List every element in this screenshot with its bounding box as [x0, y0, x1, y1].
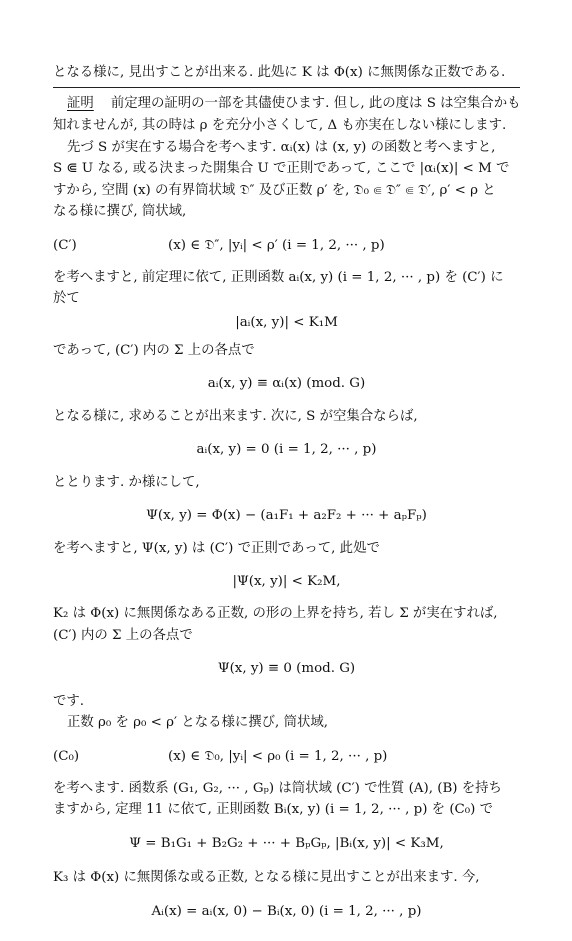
- text-line: 正数 ρ₀ を ρ₀ < ρ′ となる様に撰び, 筒状域,: [67, 715, 328, 730]
- text-line: です.: [53, 694, 85, 709]
- text-line: 於て: [53, 291, 80, 306]
- equation-a-zero: aᵢ(x, y) = 0 (i = 1, 2, ··· , p): [196, 442, 377, 457]
- text-line: 知れませんが, 其の時は ρ を充分小さくして, Δ も亦実在しない様にします.: [53, 118, 507, 133]
- equation-body: (x) ∈ 𝔇₀, |yᵢ| < ρ₀ (i = 1, 2, ··· , p): [168, 749, 388, 764]
- top-text-line: となる様に, 見出すことが出来る. 此処に K は Φ(x) に無関係な正数である.: [53, 65, 506, 80]
- equation-label: (C′): [53, 238, 77, 253]
- text-line: なる様に撰び, 筒状域,: [53, 204, 187, 219]
- equation-A: Aᵢ(x) = aᵢ(x, 0) − Bᵢ(x, 0) (i = 1, 2, ··· , p): [151, 904, 422, 919]
- equation-psi-zero: Ψ(x, y) ≡ 0 (mod. G): [217, 661, 356, 676]
- text-line: K₃ は Φ(x) に無関係な或る正数, となる様に見出すことが出来ます. 今,: [53, 870, 480, 885]
- equation-label: (C₀): [53, 749, 80, 764]
- separator-rule: [53, 87, 520, 88]
- text-line: ととります. か様にして,: [53, 475, 200, 490]
- equation-body: (x) ∈ 𝔇″, |yᵢ| < ρ′ (i = 1, 2, ··· , p): [168, 238, 385, 253]
- text-line: (C′) 内の Σ 上の各点で: [53, 628, 193, 643]
- proof-paragraph-line-1: [67, 95, 520, 113]
- text-line: K₂ は Φ(x) に無関係なある正数, の形の上界を持ち, 若し Σ が実在すれば,: [53, 606, 498, 621]
- equation-a-bound: |aᵢ(x, y)| < K₁M: [235, 315, 338, 330]
- equation-psi-B: Ψ = B₁G₁ + B₂G₂ + ··· + BₚGₚ, |Bᵢ(x, y)| < K₃M,: [129, 836, 444, 851]
- text-line: を考へます. 函数系 (G₁, G₂, ··· , Gₚ) は筒状域 (C′) で性質 (A), (B) を持ち: [53, 781, 502, 796]
- text-line: すから, 空間 (x) の有界筒状域 𝔇″ 及び正数 ρ′ を, 𝔇₀ ⋐ 𝔇″ ⋐ 𝔇′, ρ′ < ρ と: [53, 183, 496, 198]
- text-line: ますから, 定理 11 に依て, 正則函数 Bᵢ(x, y) (i = 1, 2, ··· , p) を (C₀) で: [53, 802, 494, 817]
- equation-congruence: aᵢ(x, y) ≡ αᵢ(x) (mod. G): [207, 376, 366, 391]
- text-line: であって, (C′) 内の Σ 上の各点で: [53, 343, 255, 358]
- text-line: を考へますと, Ψ(x, y) は (C′) で正則であって, 此処で: [53, 541, 380, 556]
- equation-psi-bound: |Ψ(x, y)| < K₂M,: [232, 574, 341, 589]
- proof-label: 証明: [67, 96, 94, 111]
- proof-text: 前定理の証明の一部を其儘使ひます. 但し, 此の度は S は空集合かも: [110, 96, 520, 111]
- text-line: を考へますと, 前定理に依て, 正則函数 aᵢ(x, y) (i = 1, 2, ··· , p) を (C′) に: [53, 270, 504, 285]
- text-line: S ⋐ U なる, 或る決まった開集合 U で正則であって, ここで |αᵢ(x)| < M で: [53, 161, 510, 176]
- text-line: となる様に, 求めることが出来ます. 次に, S が空集合ならば,: [53, 409, 418, 424]
- equation-psi: Ψ(x, y) = Φ(x) − (a₁F₁ + a₂F₂ + ··· + aₚFₚ): [146, 508, 427, 523]
- text-line: 先づ S が実在する場合を考へます. αᵢ(x) は (x, y) の函数と考へますと,: [67, 140, 496, 155]
